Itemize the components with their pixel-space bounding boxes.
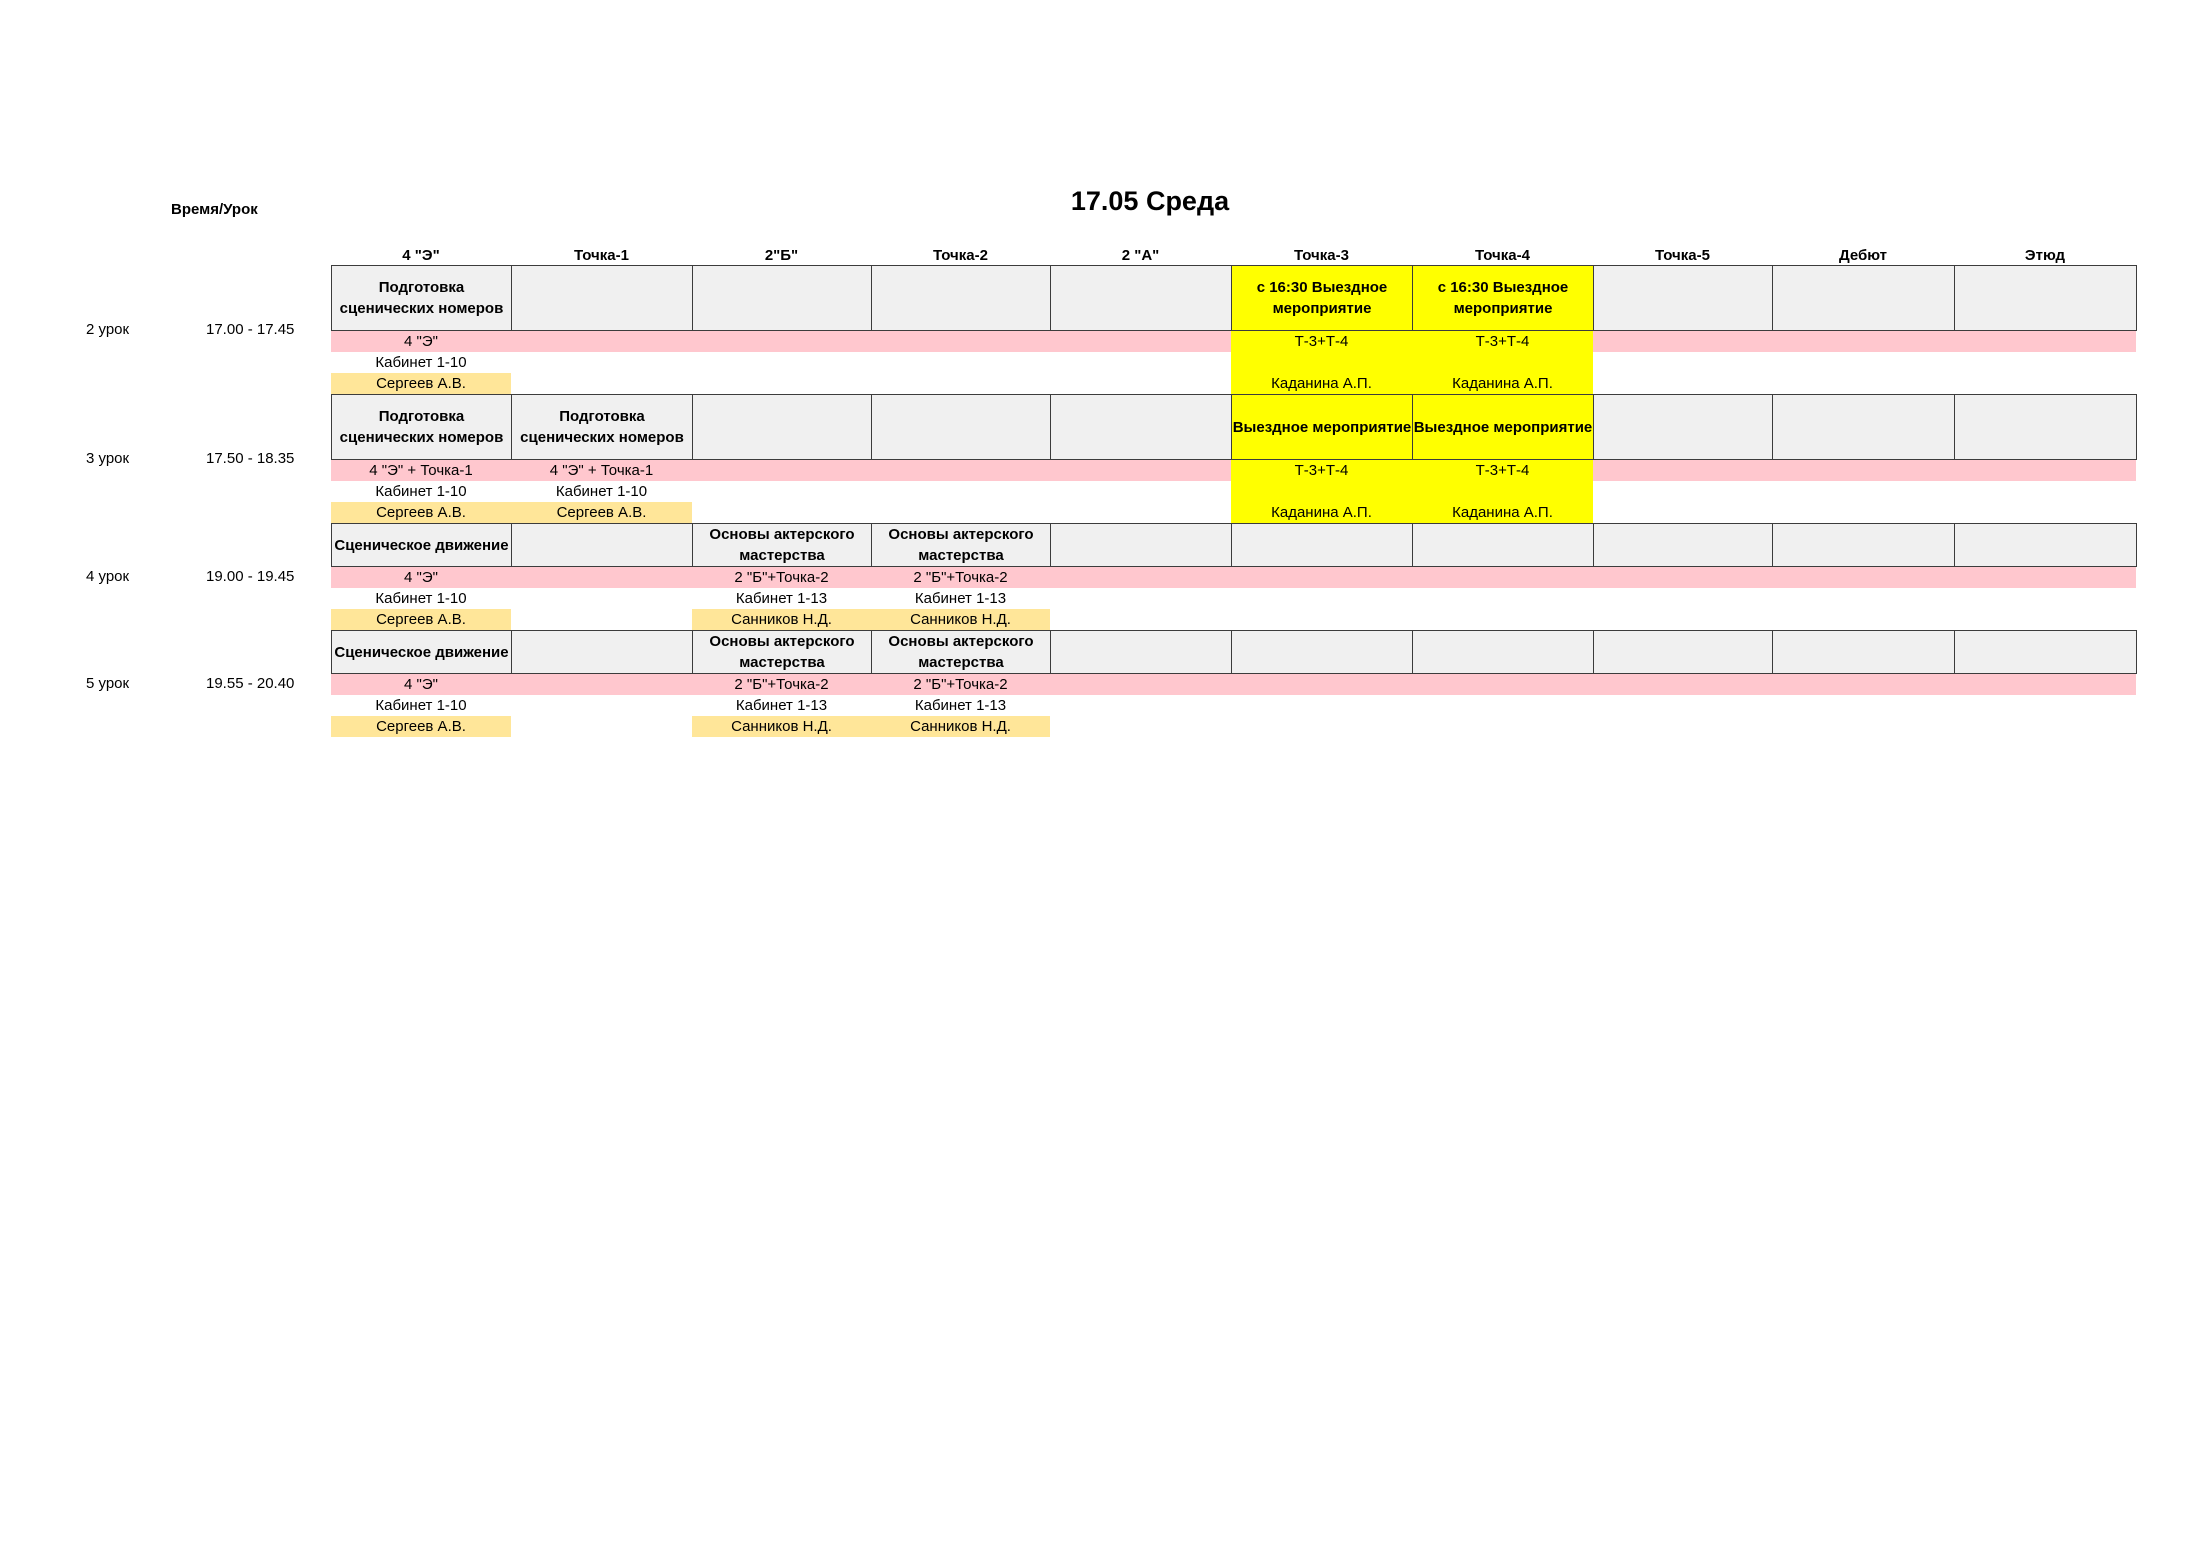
teacher-label: Сергеев А.В. [511,502,692,523]
subject-cell: с 16:30 Выездное мероприятие [1412,265,1594,331]
teacher-label: Сергеев А.В. [331,502,511,523]
room-label: Кабинет 1-10 [375,354,467,371]
empty-cell [692,394,872,460]
teacher-label: Санников Н.Д. [692,716,871,737]
empty-cell [1050,265,1232,331]
empty-cell [1050,630,1232,674]
subject-cell: Подготовка сценических номеров [511,394,693,460]
empty-cell [1954,523,2137,567]
room-label: Кабинет 1-10 [375,590,467,607]
lesson-time: 19.55 - 20.40 [206,675,295,692]
subject-cell: Основы актерского мастерства [871,630,1051,674]
lesson-time: 19.00 - 19.45 [206,568,295,585]
empty-cell [1412,523,1594,567]
subject-cell: Выездное мероприятие [1231,394,1413,460]
room-label: Кабинет 1-13 [735,697,828,714]
column-header: Этюд [2024,247,2066,264]
empty-cell [1593,394,1773,460]
empty-cell [1593,265,1773,331]
subject-cell: Сценическое движение [331,523,512,567]
group-label: 2 "Б"+Точка-2 [734,676,829,693]
column-header: 2"Б" [764,247,799,264]
empty-cell [1231,630,1413,674]
empty-cell [1772,394,1955,460]
lesson-number: 2 урок [86,321,130,338]
group-label: Т-3+Т-4 [1475,462,1530,479]
teacher-label: Каданина А.П. [1271,375,1372,392]
group-label: Т-3+Т-4 [1294,462,1349,479]
empty-cell [1050,394,1232,460]
empty-cell [1954,394,2137,460]
teacher-label: Каданина А.П. [1452,375,1553,392]
empty-cell [1772,265,1955,331]
column-header: 4 "Э" [402,247,440,264]
empty-cell [1050,523,1232,567]
lesson-number: 5 урок [86,675,130,692]
lesson-time: 17.00 - 17.45 [206,321,295,338]
group-band [331,674,2136,695]
column-header: Дебют [1838,247,1888,264]
teacher-label: Санников Н.Д. [871,609,1050,630]
empty-cell [692,265,872,331]
subject-cell: Сценическое движение [331,630,512,674]
teacher-label: Санников Н.Д. [692,609,871,630]
lesson-number: 4 урок [86,568,130,585]
empty-cell [511,630,693,674]
group-label: 4 "Э" [404,569,438,586]
subject-cell: Основы актерского мастерства [692,630,872,674]
subject-cell: Основы актерского мастерства [871,523,1051,567]
empty-cell [1954,630,2137,674]
subject-cell: Подготовка сценических номеров [331,394,512,460]
room-label: Кабинет 1-13 [735,590,828,607]
empty-cell [1231,523,1413,567]
column-header: Точка-4 [1475,247,1530,264]
empty-cell [1954,265,2137,331]
group-label: 4 "Э" [404,333,438,350]
group-label: 2 "Б"+Точка-2 [734,569,829,586]
column-header: 2 "А" [1121,247,1160,264]
empty-cell [1412,630,1594,674]
empty-cell [871,265,1051,331]
lesson-time: 17.50 - 18.35 [206,450,295,467]
group-label: 4 "Э" + Точка-1 [549,462,654,479]
group-label: Т-3+Т-4 [1294,333,1349,350]
teacher-label: Сергеев А.В. [331,373,511,394]
column-header: Точка-1 [574,247,629,264]
group-label: 2 "Б"+Точка-2 [913,676,1008,693]
empty-cell [1593,523,1773,567]
empty-cell [1772,523,1955,567]
empty-cell [511,265,693,331]
subject-cell: Подготовка сценических номеров [331,265,512,331]
room-label: Кабинет 1-10 [375,697,467,714]
room-label: Кабинет 1-13 [914,590,1007,607]
column-header: Точка-3 [1294,247,1349,264]
teacher-label: Каданина А.П. [1452,504,1553,521]
room-label: Кабинет 1-10 [555,483,648,500]
teacher-label: Каданина А.П. [1271,504,1372,521]
empty-cell [1772,630,1955,674]
column-header: Точка-5 [1655,247,1710,264]
group-label: 2 "Б"+Точка-2 [913,569,1008,586]
teacher-label: Сергеев А.В. [331,609,511,630]
teacher-label: Сергеев А.В. [331,716,511,737]
lesson-number: 3 урок [86,450,130,467]
column-header: Точка-2 [933,247,988,264]
subject-cell: Основы актерского мастерства [692,523,872,567]
empty-cell [871,394,1051,460]
time-lesson-label: Время/Урок [171,201,258,218]
empty-cell [1593,630,1773,674]
subject-cell: с 16:30 Выездное мероприятие [1231,265,1413,331]
room-label: Кабинет 1-13 [914,697,1007,714]
group-label: Т-3+Т-4 [1475,333,1530,350]
room-label: Кабинет 1-10 [375,483,467,500]
group-band [331,567,2136,588]
subject-cell: Выездное мероприятие [1412,394,1594,460]
teacher-label: Санников Н.Д. [871,716,1050,737]
group-label: 4 "Э" [404,676,438,693]
page-title: 17.05 Среда [1070,186,1230,216]
empty-cell [511,523,693,567]
group-label: 4 "Э" + Точка-1 [369,462,473,479]
